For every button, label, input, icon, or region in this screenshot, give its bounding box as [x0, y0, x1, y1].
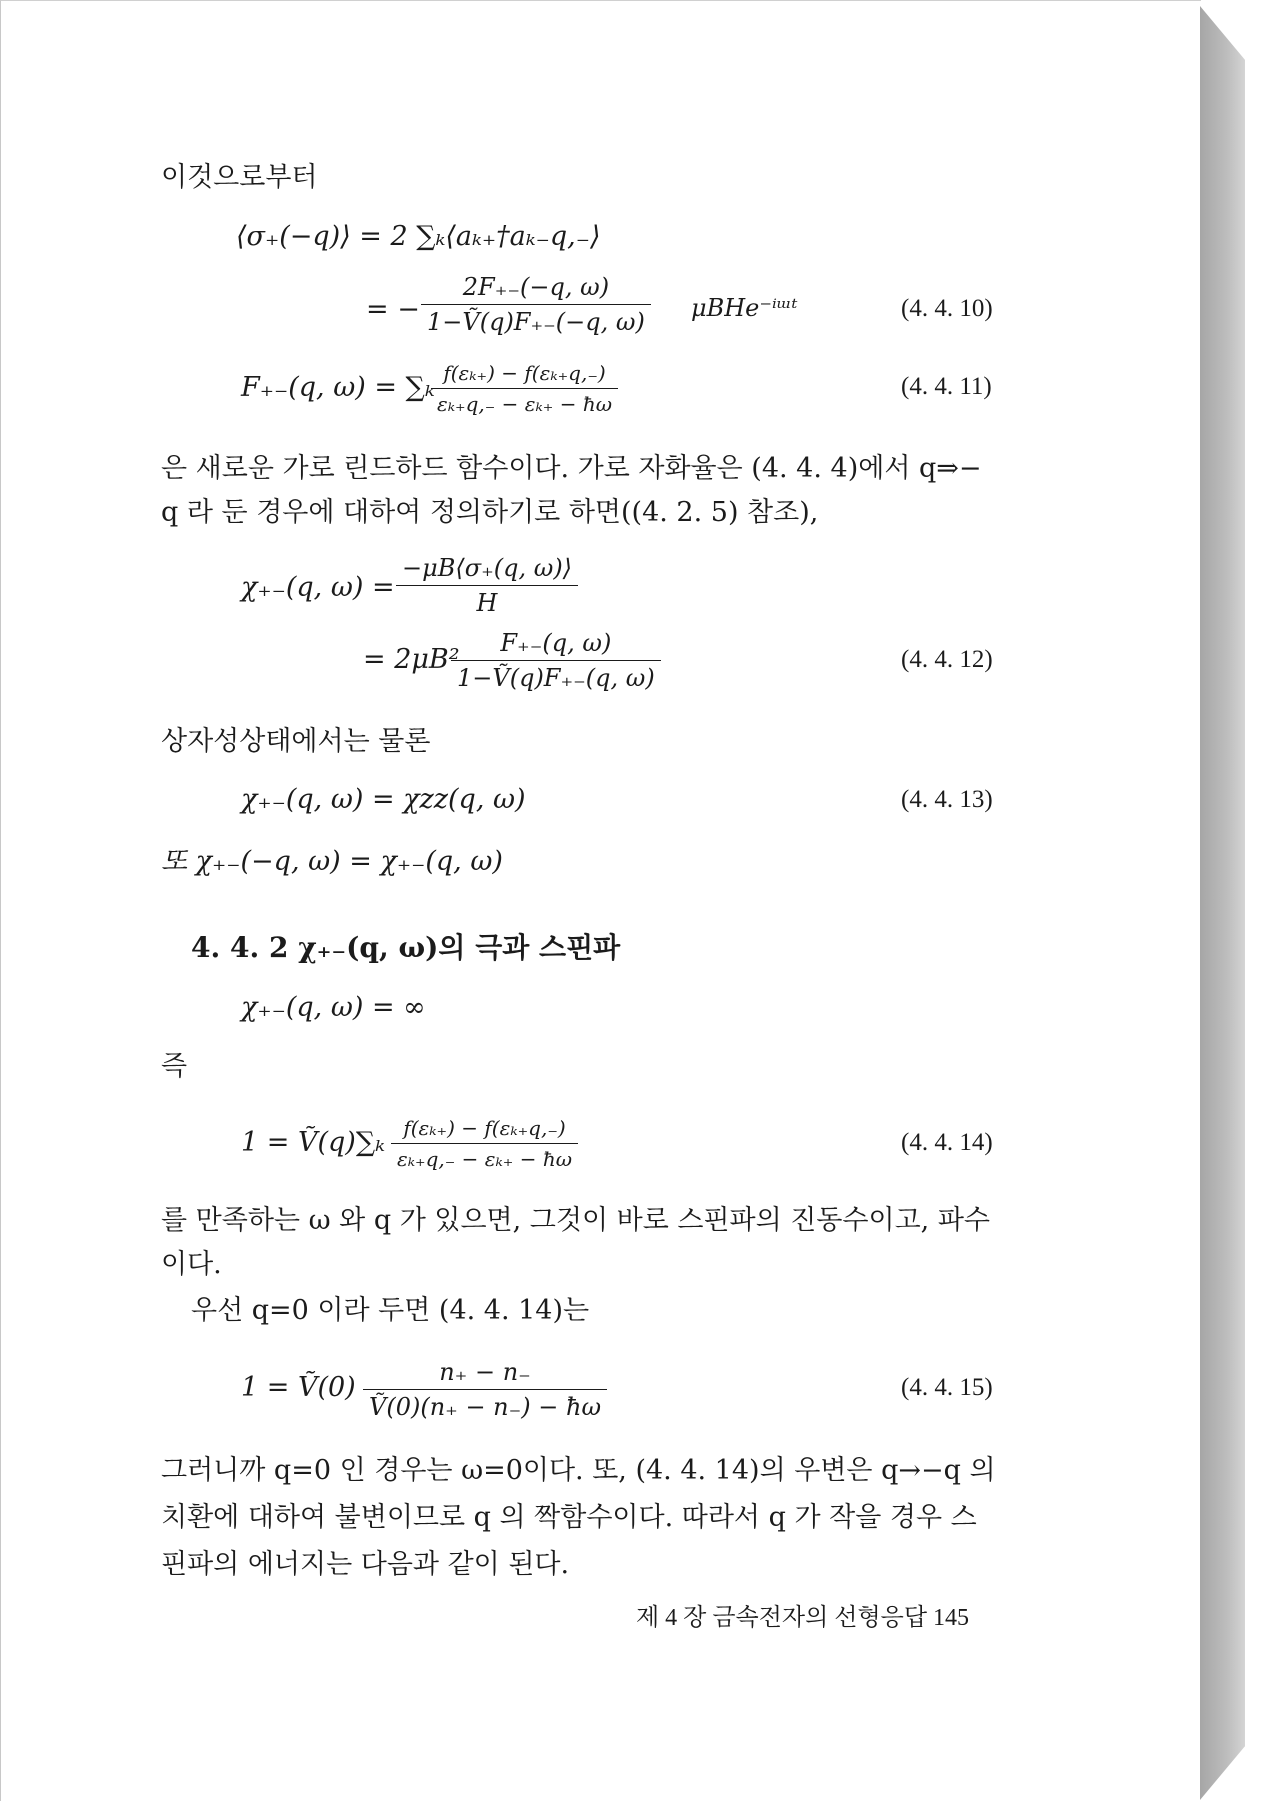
paragraph-spinwave-line2: 이다. [161, 1249, 222, 1280]
paragraph-namely: 즉 [161, 1051, 188, 1082]
fraction-numerator: f(εₖ₊) − f(εₖ₊q,₋) [403, 1116, 566, 1140]
fraction-denominator: εₖ₊q,₋ − εₖ₊ − ħω [397, 1147, 573, 1171]
equation-chi-fraction [396, 554, 578, 617]
equation-number-4-4-13: (4. 4. 13) [901, 786, 993, 813]
equation-number-4-4-14: (4. 4. 14) [901, 1129, 993, 1156]
paragraph-lindhard-line2: q 라 둔 경우에 대하여 정의하기로 하면((4. 2. 5) 참조), [161, 497, 819, 528]
page-footer: 제 4 장 금속전자의 선형응답 145 [636, 1605, 970, 1631]
paragraph-conclusion-line3: 핀파의 에너지는 다음과 같이 된다. [161, 1549, 570, 1580]
equation-4-4-10-fraction [421, 273, 651, 336]
fraction-numerator: F₊₋(q, ω) [500, 629, 612, 657]
fraction-numerator: f(εₖ₊) − f(εₖ₊q,₋) [443, 361, 606, 385]
paragraph-spinwave-line1: 를 만족하는 ω 와 q 가 있으면, 그것이 바로 스핀파의 진동수이고, 파수 [161, 1205, 991, 1236]
equation-chi-lhs: χ₊₋(q, ω) = [241, 572, 395, 603]
equation-symmetry: 또 χ₊₋(−q, ω) = χ₊₋(q, ω) [161, 846, 503, 877]
equation-4-4-13: χ₊₋(q, ω) = χzz(q, ω) [241, 784, 526, 815]
equation-4-4-14-fraction [391, 1116, 578, 1171]
fraction-denominator: H [476, 589, 498, 617]
equation-4-4-12-prefix: = 2μB² [363, 644, 460, 675]
equation-4-4-15-fraction [363, 1358, 607, 1421]
equation-4-4-15-lhs: 1 = Ṽ(0) [241, 1372, 356, 1403]
paragraph-conclusion-line2: 치환에 대하여 불변이므로 q 의 짝함수이다. 따라서 q 가 작을 경우 스 [161, 1502, 977, 1533]
fraction-numerator: −μB⟨σ₊(q, ω)⟩ [402, 554, 573, 582]
fraction-denominator: Ṽ(0)(n₊ − n₋) − ħω [369, 1393, 602, 1421]
fraction-numerator: 2F₊₋(−q, ω) [462, 273, 610, 301]
equation-number-4-4-10: (4. 4. 10) [901, 295, 993, 322]
equation-4-4-12-fraction [451, 629, 661, 692]
fraction-denominator: 1−Ṽ(q)F₊₋(q, ω) [457, 664, 655, 692]
equation-4-4-10-suffix: μBHe⁻ⁱᵚᵗ [691, 294, 798, 322]
paragraph-conclusion-line1: 그러니까 q=0 인 경우는 ω=0이다. 또, (4. 4. 14)의 우변은 q→−q 의 [161, 1455, 996, 1486]
paragraph-q-zero: 우선 q=0 이라 두면 (4. 4. 14)는 [191, 1295, 590, 1326]
section-heading: 4. 4. 2 χ₊₋(q, ω)의 극과 스핀파 [191, 931, 621, 964]
paragraph-intro: 이것으로부터 [161, 162, 318, 193]
equation-4-4-11-fraction [431, 361, 618, 416]
equation-number-4-4-12: (4. 4. 12) [901, 646, 993, 673]
paragraph-paramagnetic: 상자성상태에서는 물론 [161, 726, 431, 757]
equation-4-4-11-lhs: F₊₋(q, ω) = ∑ₖ [241, 372, 435, 403]
equation-sigma-plus: ⟨σ₊(−q)⟩ = 2 ∑ₖ⟨aₖ₊†aₖ₋q,₋⟩ [236, 221, 601, 252]
fraction-numerator: n₊ − n₋ [439, 1358, 531, 1386]
equation-number-4-4-11: (4. 4. 11) [901, 373, 992, 400]
equation-4-4-14-lhs: 1 = Ṽ(q)∑ₖ [241, 1127, 385, 1158]
paragraph-lindhard-line1: 은 새로운 가로 린드하드 함수이다. 가로 자화율은 (4. 4. 4)에서 q⇒− [161, 453, 982, 484]
equation-chi-infinity: χ₊₋(q, ω) = ∞ [241, 992, 426, 1023]
equation-4-4-10-prefix: = − [366, 294, 420, 325]
fraction-denominator: 1−Ṽ(q)F₊₋(−q, ω) [427, 308, 645, 336]
page-edge-shadow [1200, 6, 1245, 1800]
equation-number-4-4-15: (4. 4. 15) [901, 1374, 993, 1401]
fraction-denominator: εₖ₊q,₋ − εₖ₊ − ħω [437, 392, 613, 416]
